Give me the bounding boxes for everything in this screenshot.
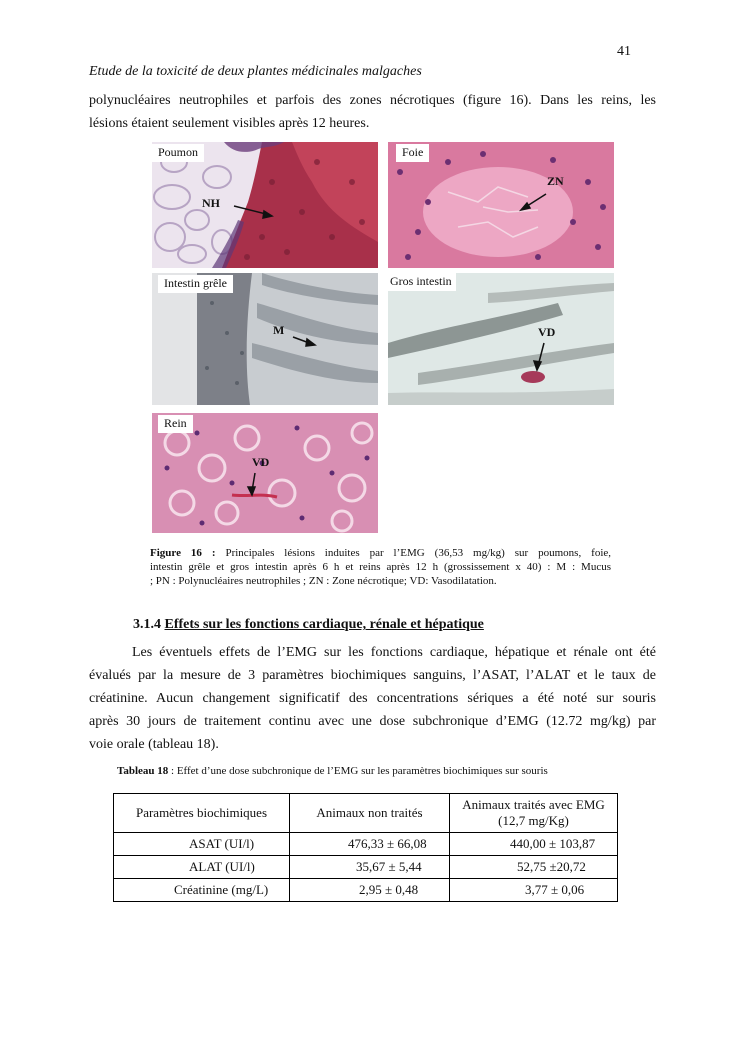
cell-treated-creatinine: 3,77 ± 0,06 [450,879,618,902]
figure-caption-label: Figure 16 : [150,547,216,559]
section-title: Effets sur les fonctions cardiaque, rénale et hépatique [164,617,484,632]
intro-line-1: polynucléaires neutrophiles et parfois des zones nécrotiques (figure 16). Dans les reins, les [89,93,656,108]
running-title: Etude de la toxicité de deux plantes médicinales malgaches [89,64,422,79]
main-paragraph [89,641,656,756]
main-line-3: créatinine. Aucun changement significatif des concentrations sériques a été noté sur souris [89,691,656,706]
figure-caption-line-3: ; PN : Polynucléaires neutrophiles ; ZN : Zone nécrotique; VD: Vasodilatation. [150,575,497,587]
figure-caption-line-2: intestin grêle et gros intestin après 6 h et reins après 12 h (grossissement x 40) : M : Mucus [150,561,611,573]
header-treated-line-2: (12,7 mg/Kg) [498,813,569,828]
header-treated [450,794,618,833]
cell-treated-asat: 440,00 ± 103,87 [450,833,618,856]
main-line-4: après 30 jours de traitement continu avec une dose subchronique d’EMG (12.72 mg/kg) par [89,714,656,729]
intro-paragraph [89,89,656,135]
table-header-row [114,794,618,833]
panel-label-intestin-grele: Intestin grêle [158,275,233,293]
main-line-5: voie orale (tableau 18). [89,737,219,752]
cell-treated-alat: 52,75 ±20,72 [450,856,618,879]
annotation-nh: NH [202,196,220,210]
header-treated-line-1: Animaux traités avec EMG [462,797,605,812]
page-number: 41 [617,44,631,59]
micrograph-foie [388,142,614,268]
cell-untreated-asat: 476,33 ± 66,08 [290,833,450,856]
micrograph-gros-intestin [388,273,614,405]
panel-label-poumon: Poumon [152,144,204,162]
header-untreated: Animaux non traités [290,794,450,833]
cell-untreated-alat: 35,67 ± 5,44 [290,856,450,879]
cell-param-asat: ASAT (UI/l) [114,833,290,856]
section-number: 3.1.4 [133,617,161,632]
panel-label-foie: Foie [396,144,429,162]
main-line-2: évalués par la mesure de 3 paramètres biochimiques sanguins, l’ASAT, l’ALAT et le taux de [89,668,656,683]
table-row [114,856,618,879]
section-heading [133,617,484,633]
biochemical-table [113,793,618,902]
micrograph-intestin-grele [152,273,378,405]
annotation-vd-rein: VD [252,455,270,469]
table-caption-label: Tableau 18 [117,765,169,777]
header-param: Paramètres biochimiques [114,794,290,833]
micrograph-rein [152,413,378,533]
panel-label-rein: Rein [158,415,193,433]
annotation-m: M [273,323,285,337]
gros-intestin-tissue-image [388,273,614,405]
annotation-vd-gros-intestin: VD [538,325,556,339]
main-line-1: Les éventuels effets de l’EMG sur les fonctions cardiaque, hépatique et rénale ont été [132,645,656,660]
cell-param-alat: ALAT (UI/l) [114,856,290,879]
table-row [114,833,618,856]
figure-caption [150,546,611,588]
panel-label-gros-intestin: Gros intestin [388,273,456,291]
annotation-zn: ZN [547,174,564,188]
table-row [114,879,618,902]
table-caption [117,765,548,777]
table-caption-text: : Effet d’une dose subchronique de l’EMG sur les paramètres biochimiques sur souris [168,765,548,777]
micrograph-poumon [152,142,378,268]
cell-param-creatinine: Créatinine (mg/L) [114,879,290,902]
cell-untreated-creatinine: 2,95 ± 0,48 [290,879,450,902]
intro-line-2: lésions étaient seulement visibles après 12 heures. [89,116,370,131]
figure-caption-line-1: Principales lésions induites par l’EMG (36,53 mg/kg) sur poumons, foie, [225,547,612,559]
